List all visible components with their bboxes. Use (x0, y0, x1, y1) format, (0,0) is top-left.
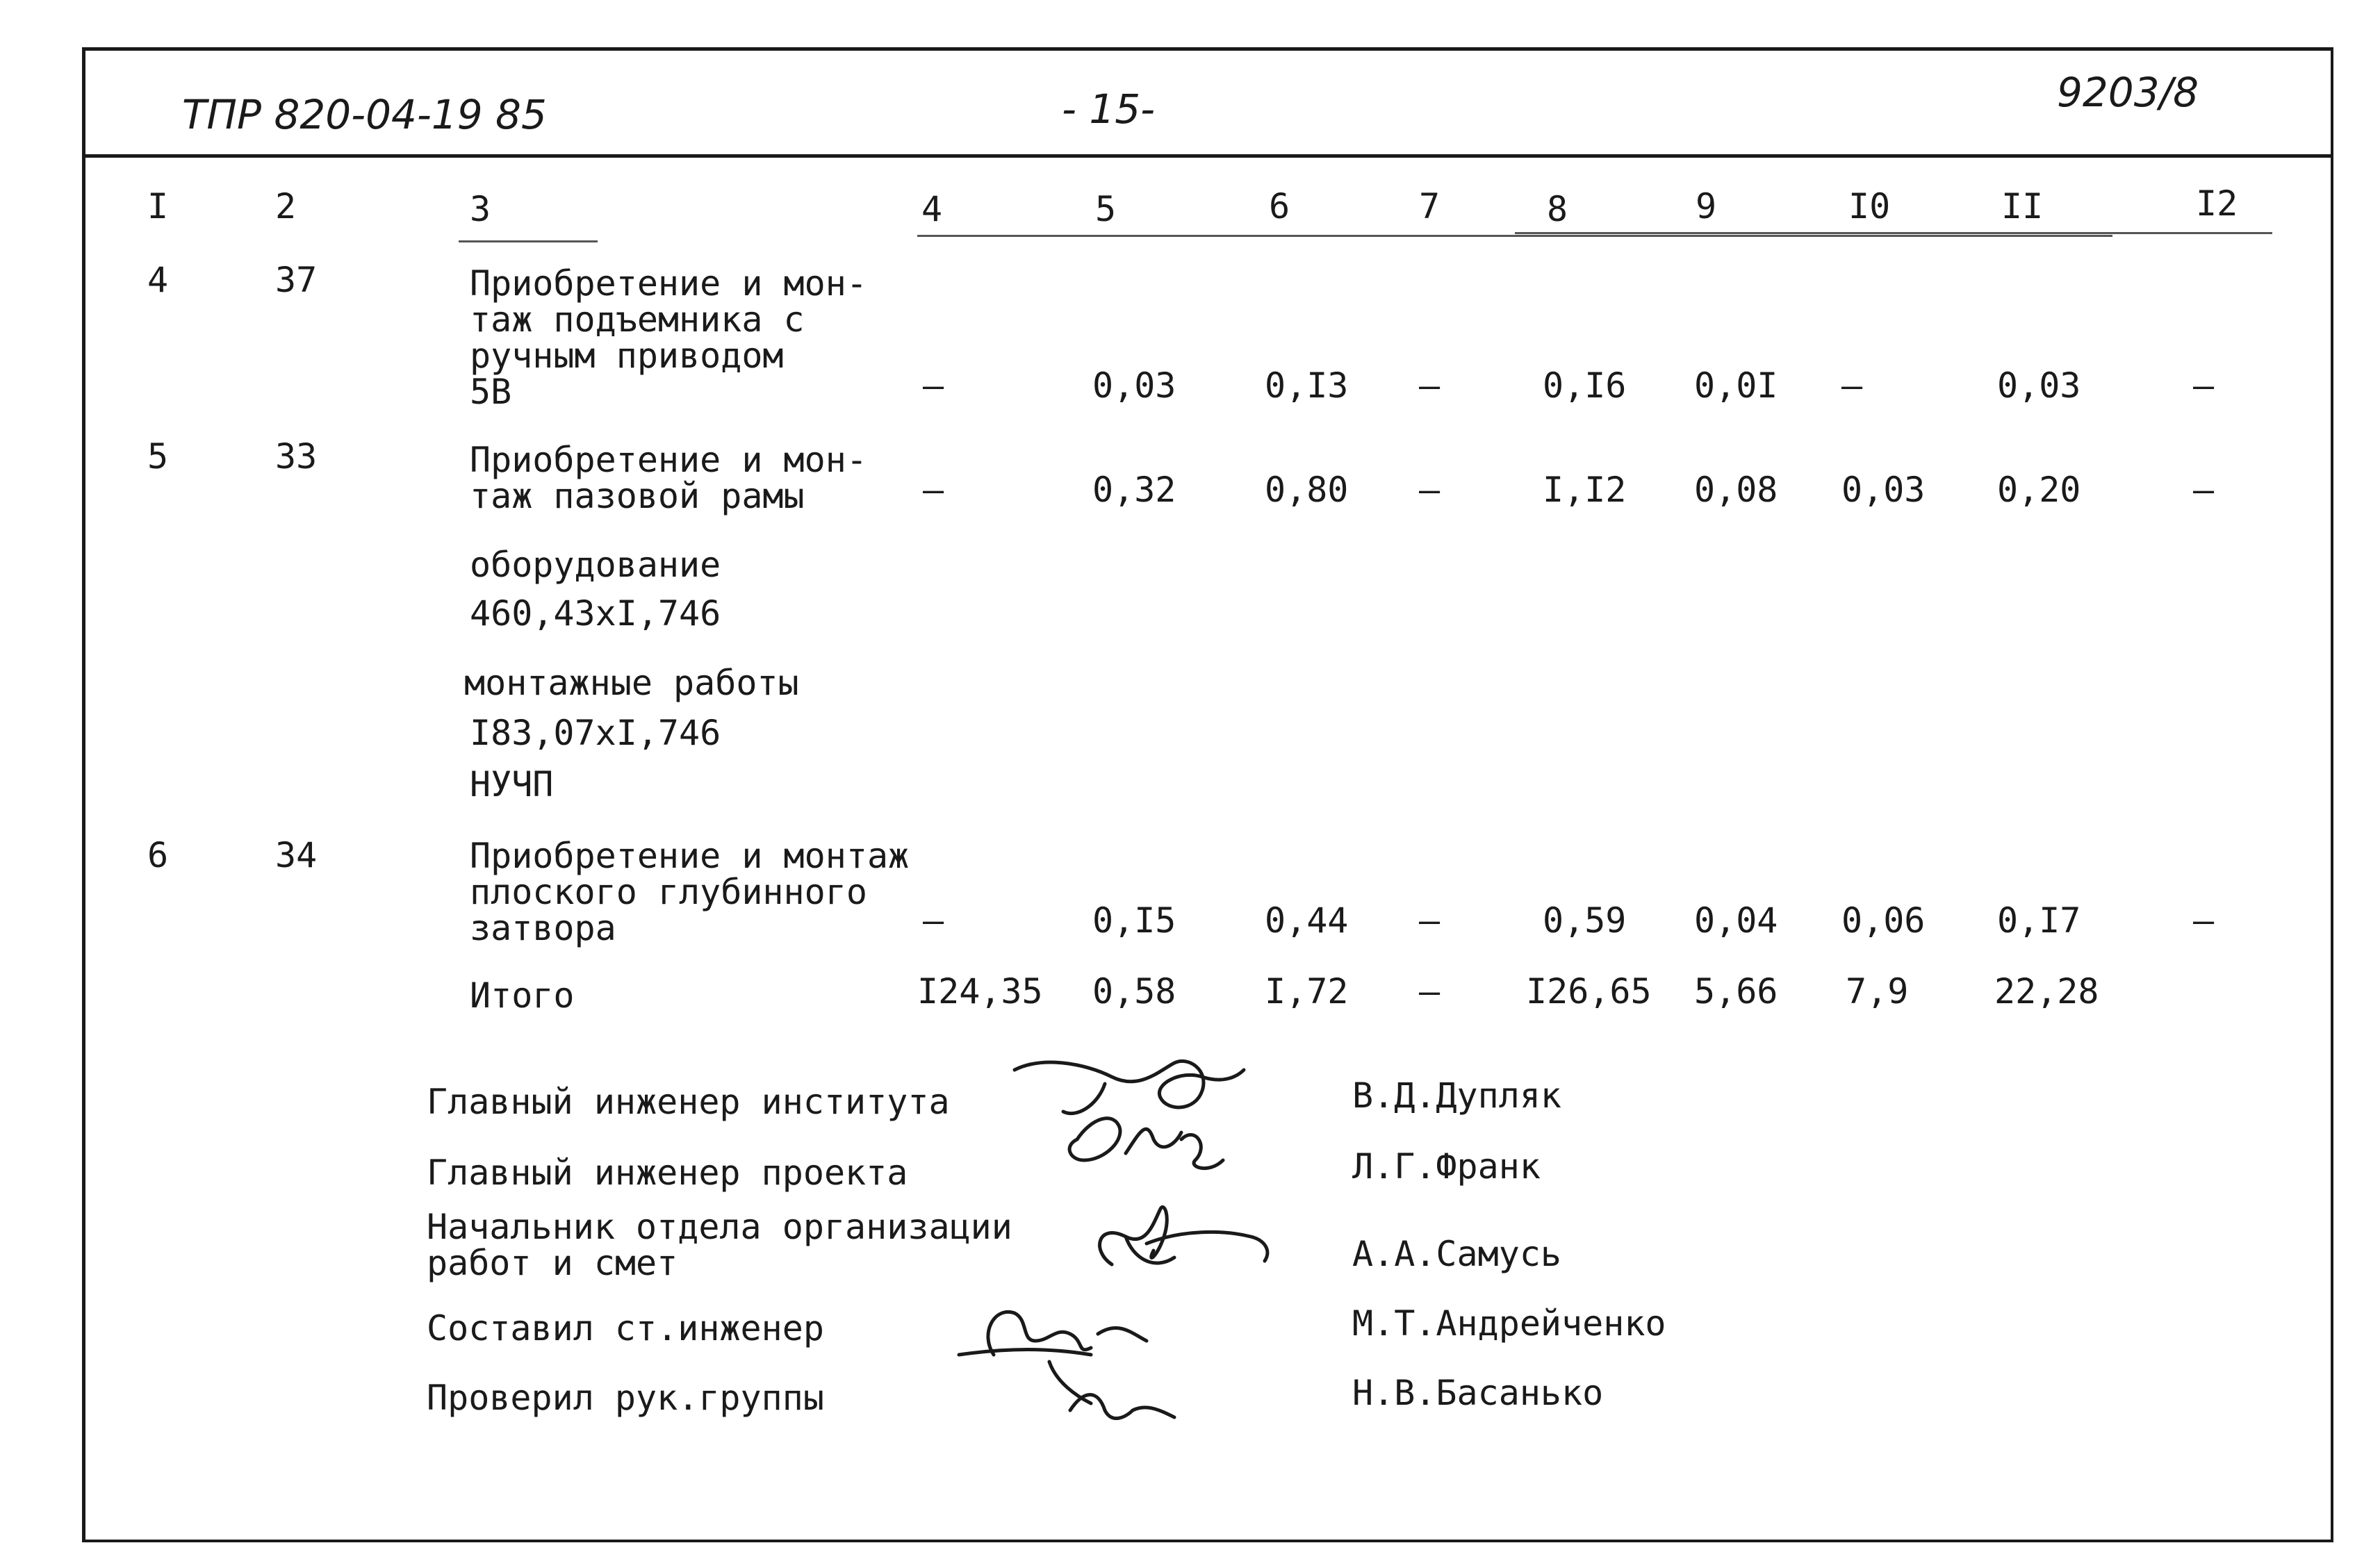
row-number: 4 (147, 260, 169, 300)
cell-value: 0,08 (1694, 470, 1778, 510)
row-code: 33 (275, 436, 318, 477)
nuchp-label: НУЧП (470, 764, 554, 805)
column-number: 6 (1269, 186, 1290, 226)
column-number: 2 (275, 186, 297, 226)
cell-value: 0,I7 (1997, 900, 2081, 941)
cell-value: – (1841, 365, 1863, 406)
row-description: Приобретение и мон- таж пазовой рамы (470, 440, 867, 516)
cell-value: – (1419, 470, 1441, 510)
signatory-name: Н.В.Басанько (1352, 1373, 1604, 1413)
total-value: 0,58 (1092, 971, 1176, 1012)
row-description: Приобретение и мон- таж подъемника с ручным приводом 5В (470, 263, 867, 412)
cell-value: 0,I6 (1543, 365, 1627, 406)
total-value: – (1419, 971, 1441, 1012)
signatory-name: В.Д.Дупляк (1352, 1075, 1562, 1116)
cell-value: 0,0I (1694, 365, 1778, 406)
install-calc: I83,07хI,746 (470, 713, 721, 753)
cell-value: – (2193, 900, 2215, 941)
column-number: 5 (1095, 189, 1117, 229)
total-value: I26,65 (1526, 971, 1652, 1012)
install-label: монтажные работы (464, 663, 799, 703)
page-number: - 15- (1062, 85, 1156, 133)
cell-value: – (2193, 470, 2215, 510)
signature-mark (1001, 1042, 1265, 1195)
total-value: 22,28 (1994, 971, 2099, 1012)
cell-value: I,I2 (1543, 470, 1627, 510)
row-number: 5 (147, 436, 169, 477)
column-underline (1515, 232, 2272, 234)
cell-value: 0,32 (1092, 470, 1176, 510)
header-divider (82, 154, 2333, 158)
cell-value: 0,80 (1265, 470, 1349, 510)
cell-value: – (2193, 365, 2215, 406)
cell-value: 0,03 (1841, 470, 1926, 510)
total-value: 7,9 (1846, 971, 1909, 1012)
signature-mark (1084, 1195, 1292, 1292)
column-number: I (147, 186, 169, 226)
equipment-label: оборудование (470, 545, 721, 585)
column-number: 9 (1696, 186, 1717, 226)
cell-value: – (1419, 365, 1441, 406)
total-label: Итого (470, 975, 575, 1016)
signatory-name: А.А.Самусь (1352, 1234, 1562, 1274)
column-number: 8 (1547, 189, 1568, 229)
column-number: II (2001, 186, 2044, 226)
cell-value: 0,I3 (1265, 365, 1349, 406)
signatory-role: Проверил рук.группы (427, 1378, 824, 1418)
column-number: I0 (1848, 186, 1891, 226)
cell-value: 0,59 (1543, 900, 1627, 941)
total-value: I,72 (1265, 971, 1349, 1012)
column-number: 7 (1419, 186, 1441, 226)
column-number: I2 (2196, 183, 2238, 224)
column-number: 4 (921, 189, 943, 229)
row-code: 34 (275, 835, 318, 875)
cell-value: – (1419, 900, 1441, 941)
equipment-calc: 460,43хI,746 (470, 593, 721, 634)
signatory-role: Начальник отдела организации работ и смет (427, 1207, 1012, 1283)
doc-code: ТПР 820-04-19 85 (182, 91, 547, 138)
column-underline (917, 235, 2112, 237)
row-number: 6 (147, 835, 169, 875)
cell-value: 0,04 (1694, 900, 1778, 941)
signatory-name: Л.Г.Франк (1352, 1146, 1541, 1187)
sheet-ref: 9203/8 (2057, 69, 2199, 116)
cell-value: – (923, 900, 944, 941)
cell-value: 0,06 (1841, 900, 1926, 941)
cell-value: 0,03 (1092, 365, 1176, 406)
total-value: 5,66 (1694, 971, 1778, 1012)
total-value: I24,35 (917, 971, 1043, 1012)
signature-mark (952, 1292, 1216, 1438)
cell-value: 0,03 (1997, 365, 2081, 406)
cell-value: – (923, 365, 944, 406)
cell-value: 0,20 (1997, 470, 2081, 510)
column-underline (459, 240, 598, 242)
cell-value: 0,44 (1265, 900, 1349, 941)
signatory-role: Составил ст.инженер (427, 1308, 824, 1348)
cell-value: 0,I5 (1092, 900, 1176, 941)
signatory-name: М.Т.Андрейченко (1352, 1303, 1666, 1344)
signatory-role: Главный инженер проекта (427, 1153, 908, 1193)
row-description: Приобретение и монтаж плоского глубинного затвора (470, 836, 910, 948)
column-number: 3 (470, 189, 491, 229)
cell-value: – (923, 470, 944, 510)
row-code: 37 (275, 260, 318, 300)
signatory-role: Главный инженер института (427, 1082, 950, 1122)
